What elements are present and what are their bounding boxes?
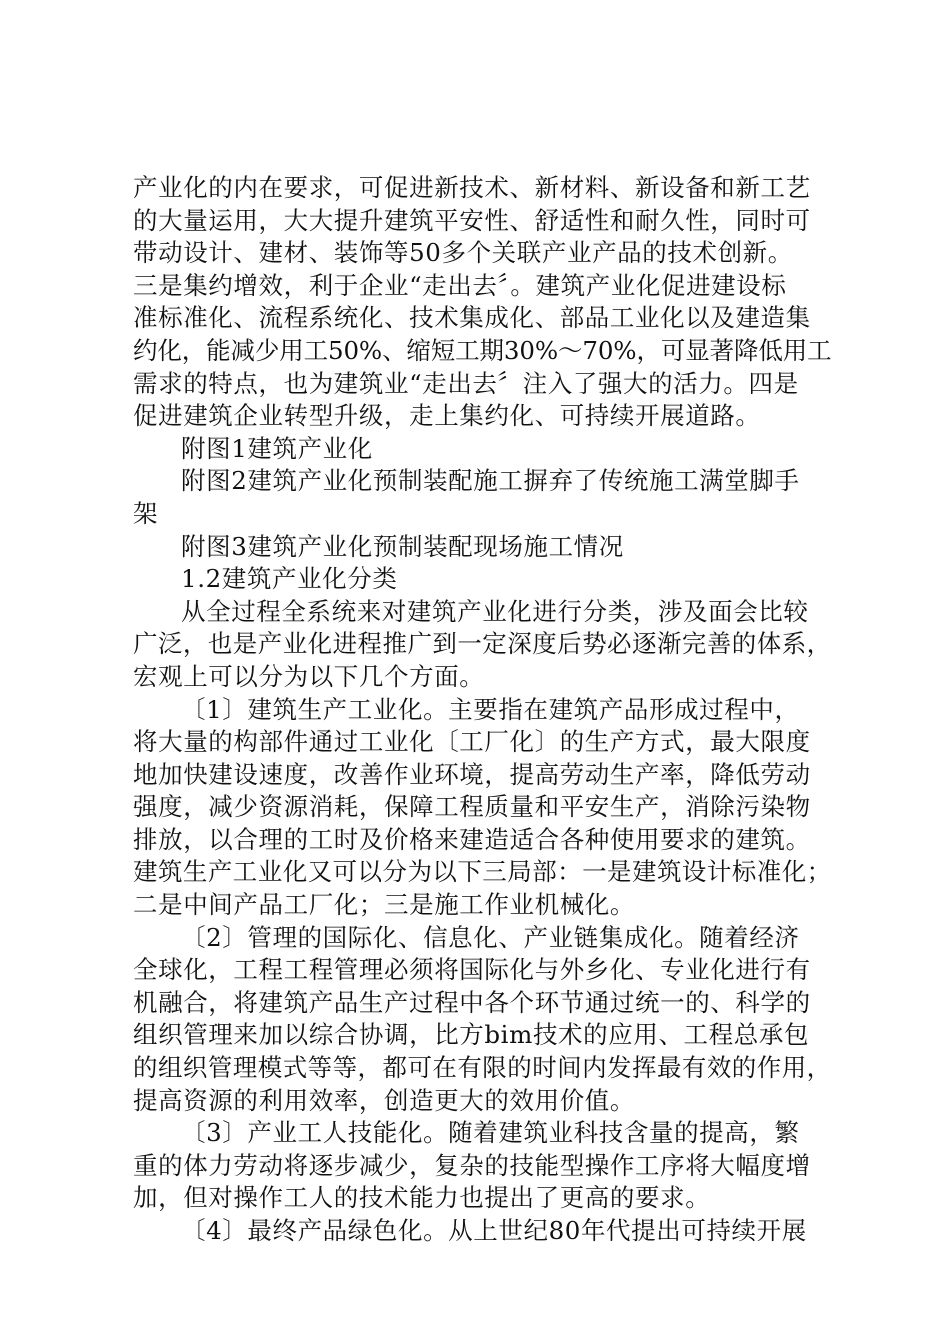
text-line: 组织管理来加以综合协调，比方bim技术的应用、工程总承包 <box>133 1020 810 1050</box>
text-line: 的组织管理模式等等，都可在有限的时间内发挥最有效的作用， <box>133 1053 832 1083</box>
text-line: 三是集约增效，利于企业“走出去〞。建筑产业化促进建设标 <box>133 270 787 300</box>
text-line: 准标准化、流程系统化、技术集成化、部品工业化以及建造集 <box>133 303 811 333</box>
text-line: 附图3建筑产业化预制装配现场施工情况 <box>181 531 624 561</box>
text-line: 排放，以合理的工时及价格来建造适合各种使用要求的建筑。 <box>133 824 811 854</box>
text-line: 提高资源的利用效率，创造更大的效用价值。 <box>133 1085 635 1115</box>
text-line: 约化，能减少用工50%、缩短工期30%～70%，可显著降低用工 <box>133 335 832 365</box>
text-line: 重的体力劳动将逐步减少，复杂的技能型操作工序将大幅度增 <box>133 1150 811 1180</box>
text-line: 附图1建筑产业化 <box>181 433 373 463</box>
text-line: 〔4〕最终产品绿色化。从上世纪80年代提出可持续开展 <box>181 1216 807 1245</box>
text-line: 广泛，也是产业化进程推广到一定深度后势必逐渐完善的体系， <box>133 629 832 659</box>
text-line: 促进建筑企业转型升级，走上集约化、可持续开展道路。 <box>133 401 761 431</box>
text-line: 的大量运用，大大提升建筑平安性、舒适性和耐久性，同时可 <box>133 205 811 235</box>
text-line: 〔2〕管理的国际化、信息化、产业链集成化。随着经济 <box>181 922 800 952</box>
text-line: 架 <box>133 498 159 528</box>
text-line: 从全过程全系统来对建筑产业化进行分类，涉及面会比较 <box>181 596 809 626</box>
text-line: 产业化的内在要求，可促进新技术、新材料、新设备和新工艺 <box>133 173 811 202</box>
text-line: 〔3〕产业工人技能化。随着建筑业科技含量的提高，繁 <box>181 1118 800 1148</box>
text-line: 1.2建筑产业化分类 <box>181 564 398 594</box>
document-body <box>133 172 832 1248</box>
text-line: 附图2建筑产业化预制装配施工摒弃了传统施工满堂脚手 <box>181 466 800 496</box>
text-line: 宏观上可以分为以下几个方面。 <box>133 661 485 691</box>
text-line: 需求的特点，也为建筑业“走出去〞注入了强大的活力。四是 <box>133 368 799 398</box>
text-line: 带动设计、建材、装饰等50多个关联产业产品的技术创新。 <box>133 238 793 268</box>
text-line: 全球化，工程工程管理必须将国际化与外乡化、专业化进行有 <box>133 955 811 985</box>
text-line: 强度，减少资源消耗，保障工程质量和平安生产，消除污染物 <box>133 792 811 822</box>
text-line: 加，但对操作工人的技术能力也提出了更高的要求。 <box>133 1183 711 1213</box>
text-line: 机融合，将建筑产品生产过程中各个环节通过统一的、科学的 <box>133 987 811 1017</box>
text-line: 建筑生产工业化又可以分为以下三局部：一是建筑设计标准化； <box>133 857 832 887</box>
text-line: 〔1〕建筑生产工业化。主要指在建筑产品形成过程中， <box>181 694 800 724</box>
text-line: 将大量的构部件通过工业化〔工厂化〕的生产方式，最大限度 <box>133 727 811 757</box>
text-line: 二是中间产品工厂化；三是施工作业机械化。 <box>133 890 635 920</box>
text-line: 地加快建设速度，改善作业环境，提高劳动生产率，降低劳动 <box>133 759 811 789</box>
